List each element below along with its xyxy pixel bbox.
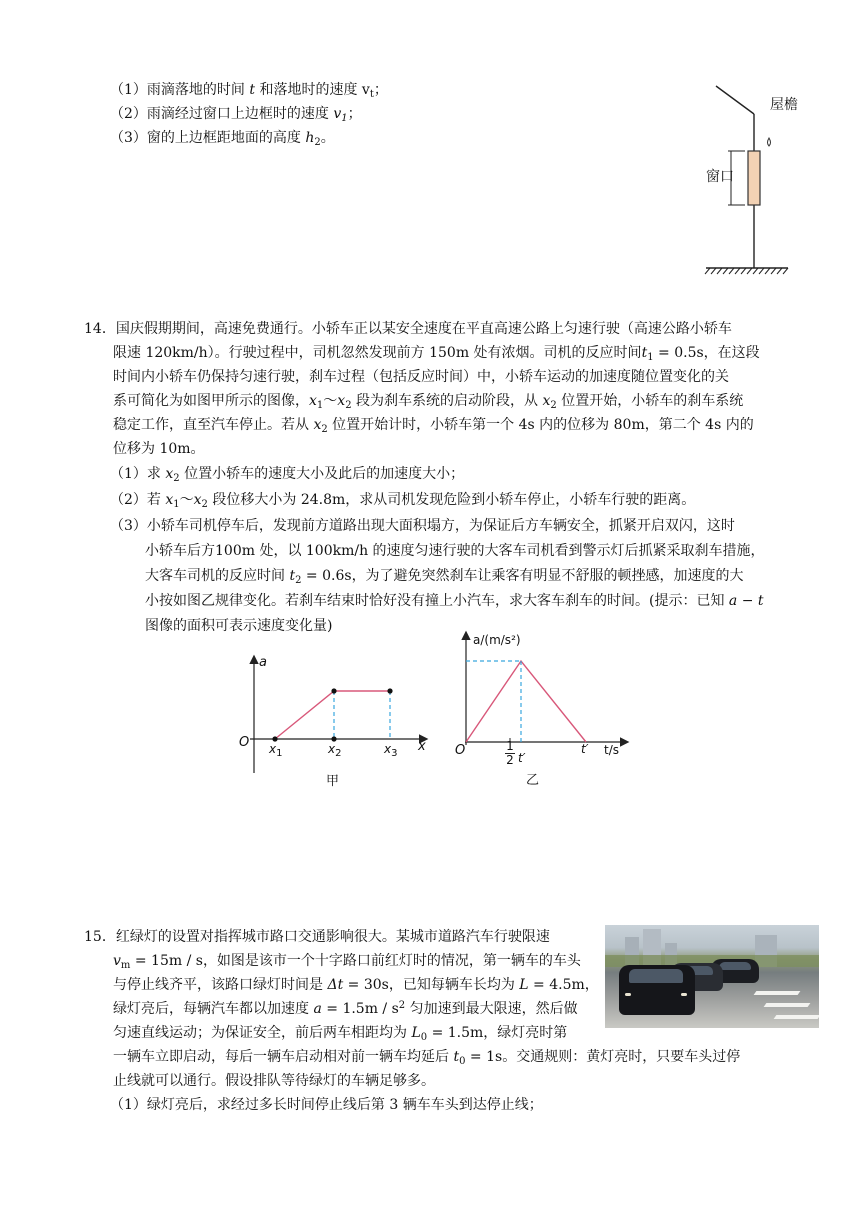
q14-number: 14． — [84, 321, 116, 337]
yi-half-t: t′ — [518, 751, 526, 765]
q14-line-5: 稳定工作，直至汽车停止。若从 $x_2$ 位置开始计时，小轿车第一个 4s 内的位移为 80m，第二个 4s 内的 — [113, 417, 754, 435]
q14-sub3-line-5: 图像的面积可表示速度变化量) — [145, 618, 333, 634]
q15-line-6: 一辆车立即启动，每后一辆车启动相对前一辆车均延后 $t_0 = 1s$。交通规则：黄灯亮时，只要车头过停 — [113, 1049, 741, 1067]
yi-origin: O — [455, 743, 466, 758]
raindrop-icon — [768, 138, 771, 146]
jia-point-x3-top — [387, 688, 392, 693]
car-front — [619, 965, 695, 1015]
q14-line-4: 系可简化为如图甲所示的图像，$x_1\sim x_2$ 段为刹车系统的启动阶段，从 $x_2$ 位置开始，小轿车的刹车系统 — [113, 393, 744, 411]
q14-sub3-line-2: 小轿车后方100m 处，以 100km/h 的速度匀速行驶的大客车司机看到警示灯后抓紧采取刹车措施， — [145, 543, 765, 559]
q14-line-2: 限速 120km/h）。行驶过程中，司机忽然发现前方 150m 处有浓烟。司机的反应时间$t_1 = 0.5s$，在这段 — [113, 345, 760, 363]
window-label: 窗口 — [706, 169, 734, 185]
q15-line-7: 止线就可以通行。假设排队等待绿灯的车辆足够多。 — [113, 1073, 435, 1089]
eaves-label: 屋檐 — [770, 97, 798, 113]
q15-line-4: 绿灯亮后，每辆汽车都以加速度 $a = 1.5m / s^2$ 匀加速到最大限速，然后做 — [113, 1000, 578, 1017]
q13-sub3: （3）窗的上边框距地面的高度 $h_2$。 — [110, 130, 335, 148]
jia-origin: O — [239, 735, 250, 750]
jia-tick-x3: $x_3$ — [384, 742, 398, 759]
window-rect — [748, 151, 760, 205]
jia-tick-x2: $x_2$ — [328, 742, 342, 759]
jia-tick-x1: $x_1$ — [269, 742, 283, 759]
q13-sub1: （1）雨滴落地的时间 t 和落地时的速度 $v_t$； — [110, 82, 388, 100]
yi-end-t: t′ — [581, 742, 589, 756]
q15-number: 15． — [84, 929, 116, 945]
q14-line-1: 14．国庆假期期间，高速免费通行。小轿车正以某安全速度在平直高速公路上匀速行驶（高速公路小轿车 — [84, 321, 732, 337]
q14-line-6: 位移为 10m。 — [113, 441, 205, 457]
q15-line-1: 15．红绿灯的设置对指挥城市路口交通影响很大。某城市道路汽车行驶限速 — [84, 929, 550, 945]
jia-caption: 甲 — [326, 774, 340, 789]
jia-x-label: x — [418, 739, 426, 754]
q14-line-3: 时间内小轿车仍保持匀速行驶，刹车过程（包括反应时间）中，小轿车运动的加速度随位置变化的关 — [113, 369, 729, 385]
q15-line-2: $v_m = 15m / s$，如图是该市一个十字路口前红灯时的情况，第一辆车的车头 — [113, 953, 581, 971]
yi-half-fraction: 1 2 — [506, 739, 514, 767]
yi-curve — [466, 661, 586, 742]
q15-sub1: （1）绿灯亮后，求经过多长时间停止线后第 3 辆车车头到达停止线； — [110, 1097, 543, 1113]
q15-line-5: 匀速直线运动；为保证安全，前后两车相距均为 $L_0 = 1.5m$，绿灯亮时第 — [113, 1025, 568, 1043]
yi-y-label: a/(m/s²) — [473, 633, 521, 647]
q14-sub1: （1）求 $x_2$ 位置小轿车的速度大小及此后的加速度大小； — [110, 466, 465, 484]
yi-caption: 乙 — [526, 773, 540, 788]
traffic-photo — [605, 925, 819, 1028]
jia-point-x2-top — [331, 688, 336, 693]
q14-sub2: （2）若 $x_1\sim x_2$ 段位移大小为 24.8m，求从司机发现危险到小轿车停止，小轿车行驶的距离。 — [110, 492, 696, 510]
jia-curve — [275, 691, 390, 739]
q14-sub3-line-4: 小按如图乙规律变化。若刹车结束时恰好没有撞上小汽车，求大客车刹车的时间。(提示：已知 a − t — [145, 593, 764, 609]
q13-sub2: （2）雨滴经过窗口上边框时的速度 $v_1$； — [110, 106, 362, 124]
yi-x-label: t/s — [604, 743, 619, 757]
q14-sub3-line-1: （3）小轿车司机停车后，发现前方道路出现大面积塌方，为保证后方车辆安全，抓紧开启双闪，这时 — [110, 518, 735, 534]
q15-line-3: 与停止线齐平，该路口绿灯时间是 Δt = 30s，已知每辆车长均为 L = 4.5m， — [113, 977, 599, 993]
jia-y-label: a — [259, 655, 267, 670]
q14-sub3-line-3: 大客车司机的反应时间 $t_2 = 0.6s$，为了避免突然刹车让乘客有明显不舒服的顿挫感，加速度的大 — [145, 568, 744, 586]
